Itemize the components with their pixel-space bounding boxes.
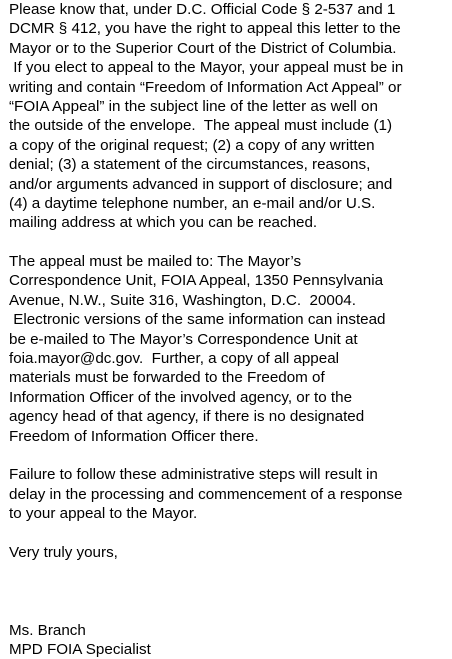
signature-spacer	[9, 562, 449, 620]
text-line: Please know that, under D.C. Official Code § 2-537 and 1	[9, 1, 396, 18]
paragraph-spacer	[9, 446, 449, 465]
text-line: Avenue, N.W., Suite 316, Washington, D.C. 20004.	[9, 291, 356, 309]
text-line: a copy of the original request; (2) a copy of any written	[9, 136, 375, 154]
text-line: Electronic versions of the same information can instead	[9, 311, 386, 329]
closing-salutation: Very truly yours,	[9, 543, 118, 561]
text-line: mailing address at which you can be reached.	[9, 214, 318, 232]
text-line: Mayor or to the Superior Court of the District of Columbia.	[9, 39, 397, 57]
paragraph-spacer	[9, 524, 449, 543]
signature-title: MPD FOIA Specialist	[9, 640, 151, 658]
text-line: DCMR § 412, you have the right to appeal this letter to the	[9, 20, 401, 38]
text-line: delay in the processing and commencement of a response	[9, 485, 403, 503]
appeal-rights-paragraph	[9, 0, 449, 233]
signature-block	[9, 621, 449, 659]
letter-body	[9, 0, 449, 659]
text-line: to your appeal to the Mayor.	[9, 505, 198, 523]
text-line: writing and contain “Freedom of Information Act Appeal” or	[9, 78, 402, 96]
text-line: (4) a daytime telephone number, an e-mail and/or U.S.	[9, 194, 376, 212]
text-line: “FOIA Appeal” in the subject line of the letter as well on	[9, 97, 378, 115]
text-line: Correspondence Unit, FOIA Appeal, 1350 Pennsylvania	[9, 272, 384, 290]
failure-warning-paragraph	[9, 465, 449, 523]
text-line: The appeal must be mailed to: The Mayor’s	[9, 253, 302, 271]
text-line: Freedom of Information Officer there.	[9, 427, 259, 445]
text-line: be e-mailed to The Mayor’s Correspondence Unit at	[9, 330, 358, 348]
mailing-instructions-paragraph	[9, 252, 449, 446]
text-line: agency head of that agency, if there is no designated	[9, 408, 365, 426]
text-line: the outside of the envelope. The appeal must include (1)	[9, 117, 393, 135]
paragraph-spacer	[9, 233, 449, 252]
text-line: and/or arguments advanced in support of disclosure; and	[9, 175, 393, 193]
text-line: If you elect to appeal to the Mayor, your appeal must be in	[9, 59, 404, 77]
text-line: Information Officer of the involved agency, or to the	[9, 388, 353, 406]
text-line: materials must be forwarded to the Freedom of	[9, 369, 325, 387]
text-line: denial; (3) a statement of the circumstances, reasons,	[9, 156, 371, 174]
text-line: foia.mayor@dc.gov. Further, a copy of all appeal	[9, 350, 340, 368]
text-line: Failure to follow these administrative steps will result in	[9, 466, 378, 484]
signature-name: Ms. Branch	[9, 621, 86, 639]
